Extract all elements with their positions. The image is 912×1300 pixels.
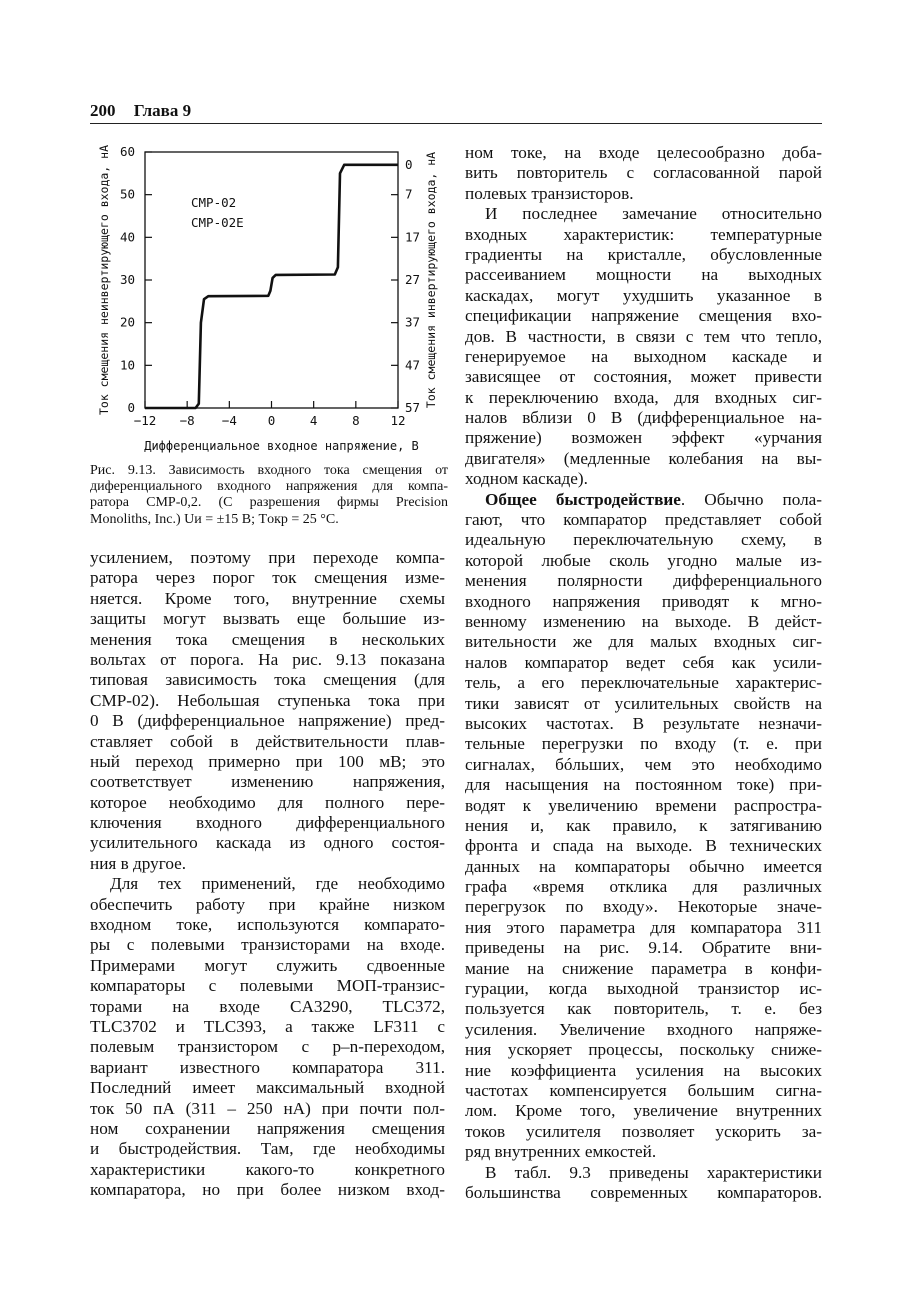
text-line: ном токе, на входе целесообразно доба- xyxy=(465,143,822,162)
text-line: и быстродействия. Там, где необходимы xyxy=(90,1139,445,1159)
text-line-rest: . Обычно пола- xyxy=(680,489,822,509)
text-line: для насыщения на постоянном токе) при- xyxy=(465,775,822,795)
text-line: вариант известного компаратора 311. xyxy=(90,1057,445,1077)
text-line: Последний имеет максимальный входной xyxy=(90,1078,445,1098)
text-line: компараторы с полевыми МОП-транзис- xyxy=(90,976,445,996)
text-line: И последнее замечание относительно xyxy=(485,204,822,224)
y-axis-label: Ток смещения неинвертирующего входа, нА xyxy=(97,144,111,416)
text-line: ходном каскаде). xyxy=(465,469,588,489)
text-line: графа «время отклика для различных xyxy=(465,877,822,897)
text-line: сигналах, бóльших, чем это необходимо xyxy=(465,754,822,774)
y-right-tick-label: 47 xyxy=(405,357,421,373)
text-line: входном токе, используются компарато- xyxy=(90,915,445,935)
y-right-tick-label: 57 xyxy=(405,400,421,415)
text-line: ры с полевыми транзисторами на входе. xyxy=(90,935,445,955)
text-line: вительности же для малых входных сиг- xyxy=(465,632,822,652)
text-line: 0 В (дифференциальное напряжение) пред- xyxy=(90,711,445,731)
x-tick-label: 12 xyxy=(390,413,406,428)
left-column-text xyxy=(90,548,445,1201)
text-line: лом. Кроме того, увеличение внутренних xyxy=(465,1101,822,1121)
text-line: обеспечить работу при крайне низком xyxy=(90,894,445,914)
text-line: TLC3702 и TLC393, а также LF311 с xyxy=(90,1016,445,1036)
text-line: двигателя» (медленные колебания на вы- xyxy=(465,448,822,468)
y-tick-label: 10 xyxy=(119,357,135,373)
x-tick-label: −4 xyxy=(221,413,237,428)
text-line: соответствует изменению напряжения, xyxy=(90,772,445,792)
text-line: ном сохранении напряжения смещения xyxy=(90,1118,445,1138)
text-line: приведены на рис. 9.14. Обратите вни- xyxy=(465,938,822,958)
text-line: каскадах, могут ухудшить указанное в xyxy=(465,285,822,305)
y-tick-label: 0 xyxy=(127,400,135,415)
y-tick-label: 60 xyxy=(119,144,135,159)
text-line: ратора через порог ток смещения изме- xyxy=(90,568,445,588)
text-line: няется. Кроме того, внутренние схемы xyxy=(90,588,445,608)
chapter-title: Глава 9 xyxy=(133,101,192,120)
paragraph xyxy=(465,1163,822,1204)
caption-line: Рис. 9.13. Зависимость входного тока смещения от xyxy=(90,463,448,478)
text-line: менения тока смещения в нескольких xyxy=(90,629,445,649)
text-line: торами на входе CA3290, TLC372, xyxy=(90,996,445,1016)
y-right-tick-label: 27 xyxy=(405,272,421,287)
x-tick-label: −8 xyxy=(179,413,195,428)
text-line: Примерами могут служить сдвоенные xyxy=(90,955,445,975)
paragraph xyxy=(90,874,445,1200)
paragraph xyxy=(465,204,822,489)
x-tick-label: 8 xyxy=(352,413,360,428)
text-line: усилительного каскада из одного состоя- xyxy=(90,833,445,853)
y-tick-label: 30 xyxy=(119,272,135,287)
legend-label: CMP-02E xyxy=(191,215,244,230)
text-line: которой любые сколь угодно малые из- xyxy=(465,550,822,570)
y-tick-label: 20 xyxy=(119,314,135,330)
text-line: ния ускоряет процессы, поскольку сниже- xyxy=(465,1040,822,1060)
text-line: ток 50 пА (311 – 250 нА) при почти пол- xyxy=(90,1098,445,1118)
text-line: В табл. 9.3 приведены характеристики xyxy=(485,1162,822,1182)
text-line: градиенты на кристалле, обусловленные xyxy=(465,244,822,264)
x-tick-label: −12 xyxy=(133,413,157,428)
y-tick-label: 50 xyxy=(119,186,135,202)
text-line: большинства современных компараторов. xyxy=(465,1182,822,1202)
caption-line: Monoliths, Inc.) Uи = ±15 В; Tокр = 25 °C. xyxy=(90,511,339,527)
text-line: характеристики какого-то конкретного xyxy=(90,1159,445,1179)
text-line: ния в другое. xyxy=(90,853,187,873)
right-column-text xyxy=(465,143,822,1203)
text-line: усиления. Увеличение входного напряже- xyxy=(465,1019,822,1039)
text-line: входных характеристик: температурные xyxy=(465,224,822,244)
legend-label: CMP-02 xyxy=(191,195,237,210)
text-line: рассеиванием мощности на выходных xyxy=(465,265,822,285)
text-line: данных на компараторы обычно имеется xyxy=(465,856,822,876)
text-line: усилением, поэтому при переходе компа- xyxy=(90,548,445,567)
text-line: полевых транзисторов. xyxy=(465,183,634,203)
text-line: фронта и спада на выходе. В технических xyxy=(465,836,822,856)
text-line: перегрузок по входу». Некоторые значе- xyxy=(465,897,822,917)
text-line: типовая зависимость тока смещения (для xyxy=(90,670,445,690)
caption-line: ратора CMP-0,2. (С разрешения фирмы Precision xyxy=(90,495,448,511)
text-line: мание на снижение параметра в конфи- xyxy=(465,958,822,978)
text-line: налов вблизи 0 В (дифференциальное на- xyxy=(465,408,822,428)
bold-heading: Общее быстродействие xyxy=(485,489,681,509)
text-line: к переключению входа, для входных сиг- xyxy=(465,387,822,407)
text-line: венному изменению на выходе. В дейст- xyxy=(465,611,822,631)
text-line: тель, а его переключательные характерис- xyxy=(465,673,822,693)
paragraph xyxy=(465,490,822,1163)
text-line: налов компаратор ведет себя как усили- xyxy=(465,652,822,672)
text-line: тики зависят от усилительных свойств на xyxy=(465,693,822,713)
text-line: тельные перегрузки по входу (т. е. при xyxy=(465,734,822,754)
text-line: ние коэффициента усиления на высоких xyxy=(465,1060,822,1080)
page-number: 200 xyxy=(90,101,116,120)
text-line: полевым транзистором с p–n-переходом, xyxy=(90,1037,445,1057)
text-line: которое необходимо для полного пере- xyxy=(90,792,445,812)
paragraph xyxy=(90,548,445,874)
text-line: компаратора, но при более низком вход- xyxy=(90,1180,445,1200)
text-line: ный переход примерно при 100 мВ; это xyxy=(90,751,445,771)
y-right-tick-label: 17 xyxy=(405,229,421,245)
x-axis-label: Дифференциальное входное напряжение, В xyxy=(144,439,419,453)
text-line: дов. В частности, в связи с тем что тепло, xyxy=(465,326,822,346)
text-line: менения полярности дифференциального xyxy=(465,571,822,591)
figure-caption xyxy=(90,463,448,528)
page-header xyxy=(90,101,822,124)
text-line: CMP-02). Небольшая ступенька тока при xyxy=(90,690,445,710)
text-line: вить повторитель с согласованной парой xyxy=(465,163,822,183)
text-line: ряд внутренних емкостей. xyxy=(465,1142,657,1162)
y-right-axis-label: Ток смещения инвертирующего входа, нА xyxy=(424,151,438,409)
series-line-cmp-02 xyxy=(145,165,398,408)
text-line: защиты могут вызвать еще большие из- xyxy=(90,609,445,629)
text-line: Для тех применений, где необходимо xyxy=(110,874,445,894)
text-line: пользуется как повторитель, т. е. без xyxy=(465,999,822,1019)
x-tick-label: 0 xyxy=(267,413,276,428)
figure-9-13-chart xyxy=(88,140,448,460)
caption-line: диференциального входного напряжения для компа- xyxy=(90,479,448,495)
y-tick-label: 40 xyxy=(119,229,135,245)
text-line: спецификации напряжение смещения вхо- xyxy=(465,306,822,326)
text-line: ставляет собой в действительности плав- xyxy=(90,731,445,751)
paragraph xyxy=(465,143,822,204)
y-right-tick-label: 0 xyxy=(405,156,413,172)
text-line xyxy=(465,490,822,510)
text-line: водят к увеличению времени распростра- xyxy=(465,795,822,815)
text-line: идеальную переключательную схему, в xyxy=(465,530,822,550)
text-line: гают, что компаратор представляет собой xyxy=(465,510,822,530)
text-line: нения и, как правило, к затягиванию xyxy=(465,815,822,835)
text-line: пряжение) возможен эффект «урчания xyxy=(465,428,822,448)
text-line: высоких частотах. В результате незначи- xyxy=(465,713,822,733)
x-tick-label: 4 xyxy=(309,413,318,428)
text-line: входного напряжения приводят к мгно- xyxy=(465,591,822,611)
y-right-tick-label: 7 xyxy=(405,186,413,202)
text-line: зависящее от состояния, может привести xyxy=(465,367,822,387)
text-line: частотах компенсируется большим сигна- xyxy=(465,1080,822,1100)
text-line: ключения входного дифференциального xyxy=(90,813,445,833)
text-line: вольтах от порога. На рис. 9.13 показана xyxy=(90,649,445,669)
text-line: генерируемое на выходном каскаде и xyxy=(465,346,822,366)
text-line: токов усилителя позволяет ускорить за- xyxy=(465,1121,822,1141)
text-line: гурации, когда выходной транзистор ис- xyxy=(465,979,822,999)
text-line: ния этого параметра для компаратора 311 xyxy=(465,917,822,937)
y-right-tick-label: 37 xyxy=(405,314,421,330)
